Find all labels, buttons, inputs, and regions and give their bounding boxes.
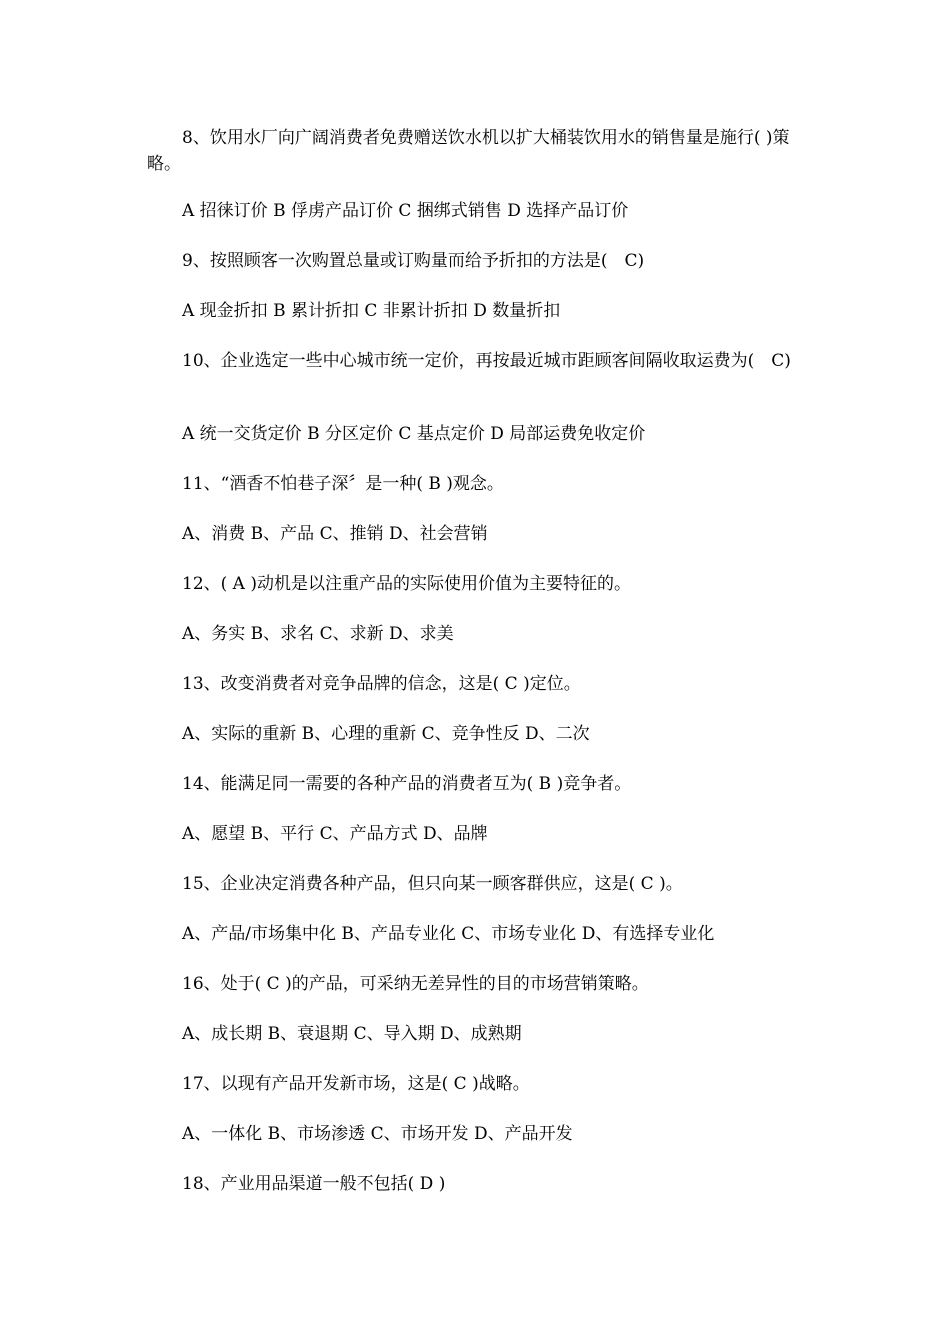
question-13: 13、改变消费者对竞争品牌的信念，这是( C )定位。 bbox=[182, 674, 581, 694]
question-14: 14、能满足同一需要的各种产品的消费者互为( B )竞争者。 bbox=[182, 774, 632, 794]
options-17: A、一体化 B、市场渗透 C、市场开发 D、产品开发 bbox=[182, 1124, 573, 1144]
options-16: A、成长期 B、衰退期 C、导入期 D、成熟期 bbox=[182, 1024, 522, 1044]
options-15: A、产品/市场集中化 B、产品专业化 C、市场专业化 D、有选择专业化 bbox=[182, 924, 715, 944]
options-8: A 招徕订价 B 俘虏产品订价 C 捆绑式销售 D 选择产品订价 bbox=[182, 201, 629, 221]
options-12: A、务实 B、求名 C、求新 D、求美 bbox=[182, 624, 454, 644]
question-18: 18、产业用品渠道一般不包括( D ) bbox=[182, 1174, 446, 1194]
question-16: 16、处于( C )的产品，可采纳无差异性的目的市场营销策略。 bbox=[182, 974, 649, 994]
question-12: 12、( A )动机是以注重产品的实际使用价值为主要特征的。 bbox=[182, 574, 631, 594]
options-10: A 统一交货定价 B 分区定价 C 基点定价 D 局部运费免收定价 bbox=[182, 424, 646, 444]
question-17: 17、以现有产品开发新市场，这是( C )战略。 bbox=[182, 1074, 530, 1094]
question-9: 9、按照顾客一次购置总量或订购量而给予折扣的方法是( C) bbox=[182, 251, 645, 271]
question-15: 15、企业决定消费各种产品，但只向某一顾客群供应，这是( C )。 bbox=[182, 874, 683, 894]
question-10: 10、企业选定一些中心城市统一定价，再按最近城市距顾客间隔收取运费为( C) bbox=[182, 351, 791, 371]
options-9: A 现金折扣 B 累计折扣 C 非累计折扣 D 数量折扣 bbox=[182, 301, 561, 321]
options-14: A、愿望 B、平行 C、产品方式 D、品牌 bbox=[182, 824, 488, 844]
question-11: 11、“酒香不怕巷子深〞是一种( B )观念。 bbox=[182, 474, 504, 494]
question-8: 8、饮用水厂向广阔消费者免费赠送饮水机以扩大桶装饮用水的销售量是施行( )策略。 bbox=[147, 128, 790, 174]
options-11: A、消费 B、产品 C、推销 D、社会营销 bbox=[182, 524, 488, 544]
options-13: A、实际的重新 B、心理的重新 C、竞争性反 D、二次 bbox=[182, 724, 590, 744]
